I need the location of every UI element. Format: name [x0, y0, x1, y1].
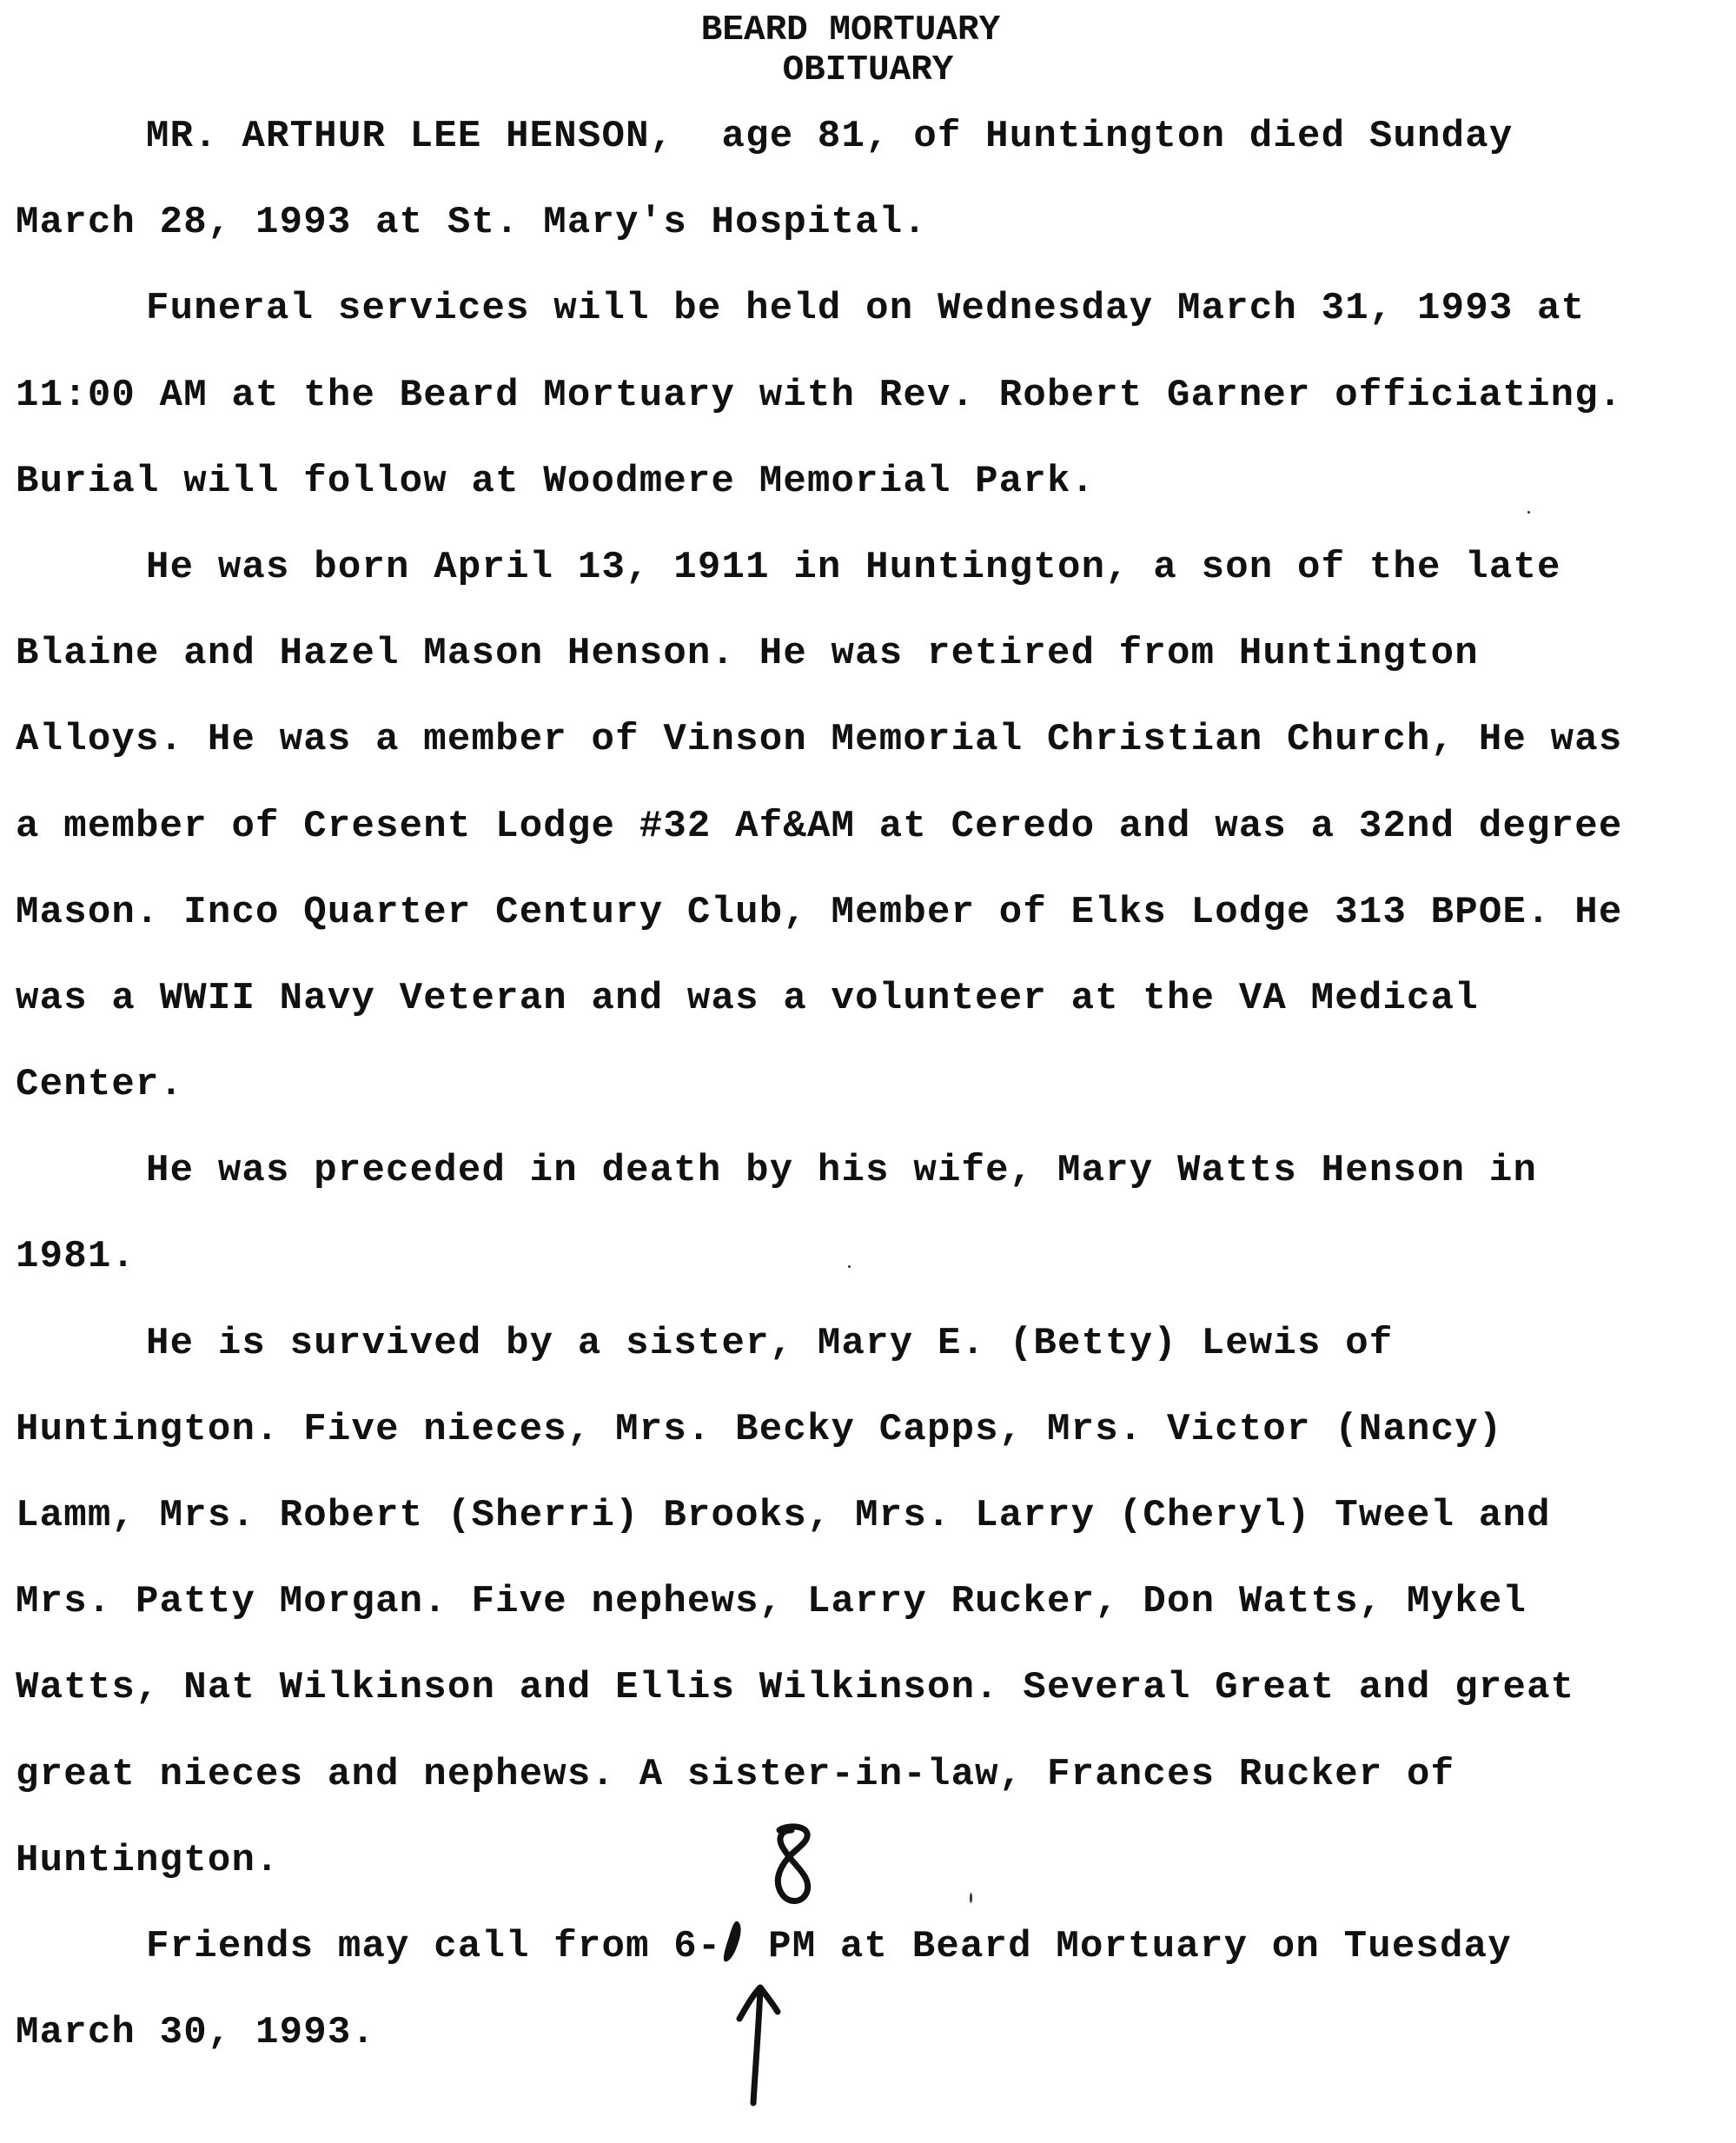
text-line: Lamm, Mrs. Robert (Sherri) Brooks, Mrs. Larry (Cheryl) Tweel and — [16, 1494, 1551, 1537]
text-line: was a WWII Navy Veteran and was a volunteer at the VA Medical — [16, 976, 1479, 1020]
text-line: Huntington. Five nieces, Mrs. Becky Capps, Mrs. Victor (Nancy) — [16, 1407, 1503, 1451]
text-line: Blaine and Hazel Mason Henson. He was retired from Huntington — [16, 632, 1479, 676]
text-line: He is survived by a sister, Mary E. (Betty) Lewis of — [146, 1321, 1394, 1365]
text-line: March 30, 1993. — [16, 2011, 376, 2055]
ink-blot-icon — [722, 1920, 745, 1965]
text-line: Alloys. He was a member of Vinson Memorial Christian Church, He was — [16, 718, 1623, 762]
scan-speck — [1527, 511, 1530, 514]
obituary-body — [16, 94, 1719, 2076]
handwritten-arrow-icon — [734, 1977, 786, 2107]
text-line: Center. — [16, 1063, 184, 1107]
text-line — [16, 1904, 1719, 1990]
obituary-heading: OBITUARY — [782, 50, 954, 90]
scan-speck — [848, 1265, 851, 1268]
text-line: March 28, 1993 at St. Mary's Hospital. — [16, 201, 927, 245]
text-line: Burial will follow at Woodmere Memorial Park. — [16, 459, 1096, 503]
text-line: Mason. Inco Quarter Century Club, Member of Elks Lodge 313 BPOE. He — [16, 890, 1623, 934]
text-line: Huntington. — [16, 1838, 280, 1882]
text-line: a member of Cresent Lodge #32 Af&AM at Ceredo and was a 32nd degree — [16, 804, 1623, 848]
text-line: Funeral services will be held on Wednesday March 31, 1993 at — [146, 287, 1586, 331]
text-line: He was born April 13, 1911 in Huntington, a son of the late — [146, 545, 1561, 589]
handwritten-eight — [769, 1823, 821, 1910]
text-line: MR. ARTHUR LEE HENSON, age 81, of Huntington died Sunday — [146, 115, 1514, 158]
text-line: 11:00 AM at the Beard Mortuary with Rev. Robert Garner officiating. — [16, 373, 1623, 417]
text-line: 1981. — [16, 1235, 136, 1279]
text-line: great nieces and nephews. A sister-in-law, Frances Rucker of — [16, 1752, 1455, 1796]
text-line: He was preceded in death by his wife, Mary Watts Henson in — [146, 1149, 1538, 1193]
visiting-hours-text: Friends may call from 6- — [146, 1924, 722, 1968]
mortuary-title: BEARD MORTUARY — [700, 10, 1001, 50]
scan-speck — [970, 1893, 972, 1903]
visiting-hours-text-continued: PM at Beard Mortuary on Tuesday — [744, 1924, 1512, 1968]
text-line: Mrs. Patty Morgan. Five nephews, Larry Rucker, Don Watts, Mykel — [16, 1580, 1527, 1624]
text-line: Watts, Nat Wilkinson and Ellis Wilkinson. Several Great and great — [16, 1666, 1575, 1710]
